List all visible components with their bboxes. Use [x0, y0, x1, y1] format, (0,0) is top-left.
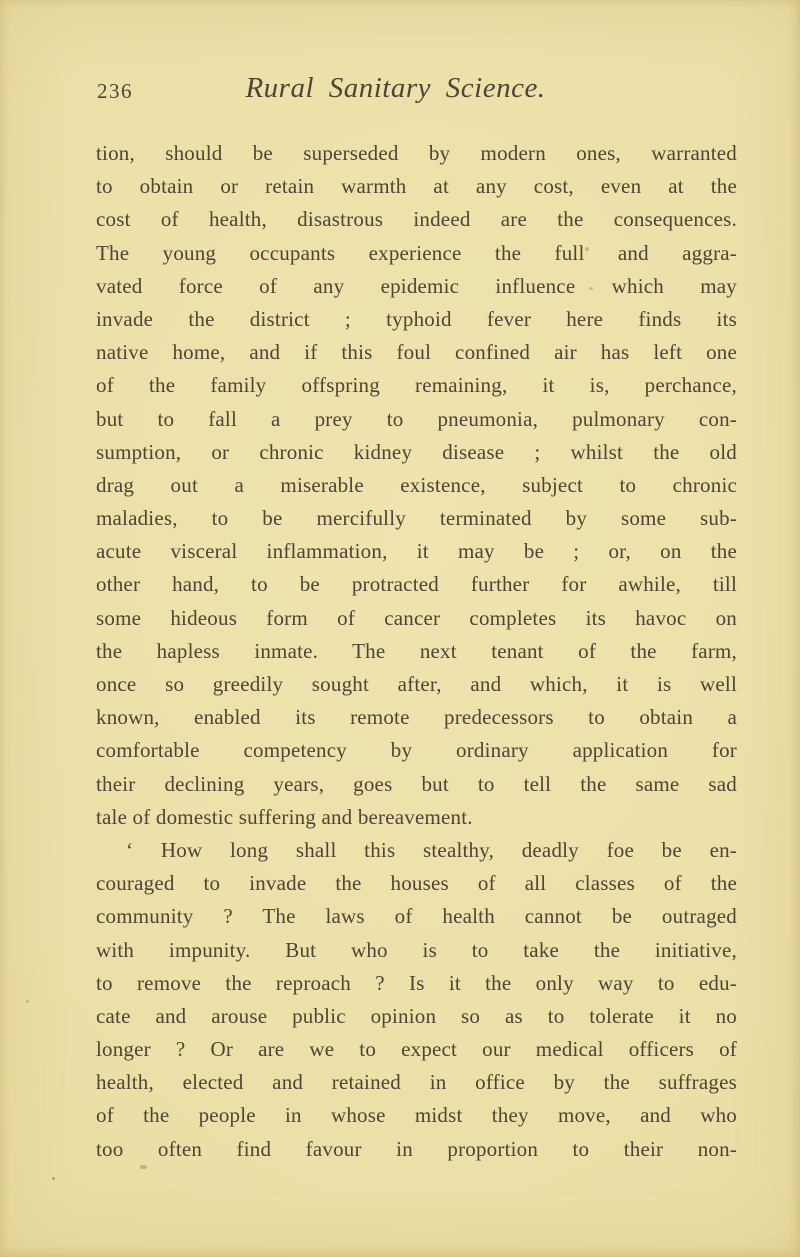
text-line: the hapless inmate. The next tenant of the farm,: [96, 638, 737, 663]
text-line: of the people in whose midst they move, and who: [96, 1103, 737, 1128]
text-line: tale of domestic suffering and bereavement.: [96, 804, 473, 829]
text-line: other hand, to be protracted further for awhile, till: [96, 572, 737, 597]
text-line: ‘ How long shall this stealthy, deadly foe be en-: [126, 837, 737, 862]
text-line: to obtain or retain warmth at any cost, even at the: [96, 174, 737, 199]
text-line: their declining years, goes but to tell the same sad: [96, 771, 737, 796]
body-text: [96, 137, 737, 1166]
text-line: to remove the reproach ? Is it the only way to edu-: [96, 970, 737, 995]
text-line: acute visceral inflammation, it may be ; or, on the: [96, 539, 737, 564]
paragraph-1: [96, 137, 737, 834]
text-line: but to fall a prey to pneumonia, pulmonary con-: [96, 406, 737, 431]
text-line: maladies, to be mercifully terminated by some sub-: [96, 506, 737, 531]
text-line: longer ? Or are we to expect our medical officers of: [96, 1037, 737, 1062]
text-line: some hideous form of cancer completes its havoc on: [96, 605, 737, 630]
text-line: with impunity. But who is to take the initiative,: [96, 937, 737, 962]
text-line: cost of health, disastrous indeed are the consequences.: [96, 207, 737, 232]
text-line: community ? The laws of health cannot be outraged: [96, 904, 737, 929]
text-line: invade the district ; typhoid fever here finds its: [96, 306, 737, 331]
page-header: [96, 72, 737, 108]
page-number: 236: [97, 79, 133, 103]
text-line: too often find favour in proportion to their non-: [96, 1136, 737, 1161]
paper-speck: [26, 1000, 29, 1003]
text-line: sumption, or chronic kidney disease ; whilst the old: [96, 439, 737, 464]
paragraph-2: [96, 834, 737, 1166]
paper-speck: [52, 1177, 55, 1180]
text-line: couraged to invade the houses of all classes of the: [96, 871, 737, 896]
text-line: drag out a miserable existence, subject to chronic: [96, 472, 737, 497]
text-line: native home, and if this foul confined air has left one: [96, 340, 737, 365]
text-line: comfortable competency by ordinary application for: [96, 738, 737, 763]
text-line: once so greedily sought after, and which, it is well: [96, 672, 737, 696]
text-line: tion, should be superseded by modern ones, warranted: [96, 141, 737, 165]
text-line: vated force of any epidemic influence which may: [96, 273, 737, 298]
text-line: known, enabled its remote predecessors to obtain a: [96, 705, 737, 730]
text-line: of the family offspring remaining, it is, perchance,: [96, 373, 737, 398]
text-line: cate and arouse public opinion so as to tolerate it no: [96, 1003, 737, 1028]
text-line: health, elected and retained in office by the suffrages: [96, 1070, 737, 1095]
running-title: Rural Sanitary Science.: [245, 72, 546, 104]
text-line: The young occupants experience the full and aggra-: [96, 240, 737, 265]
